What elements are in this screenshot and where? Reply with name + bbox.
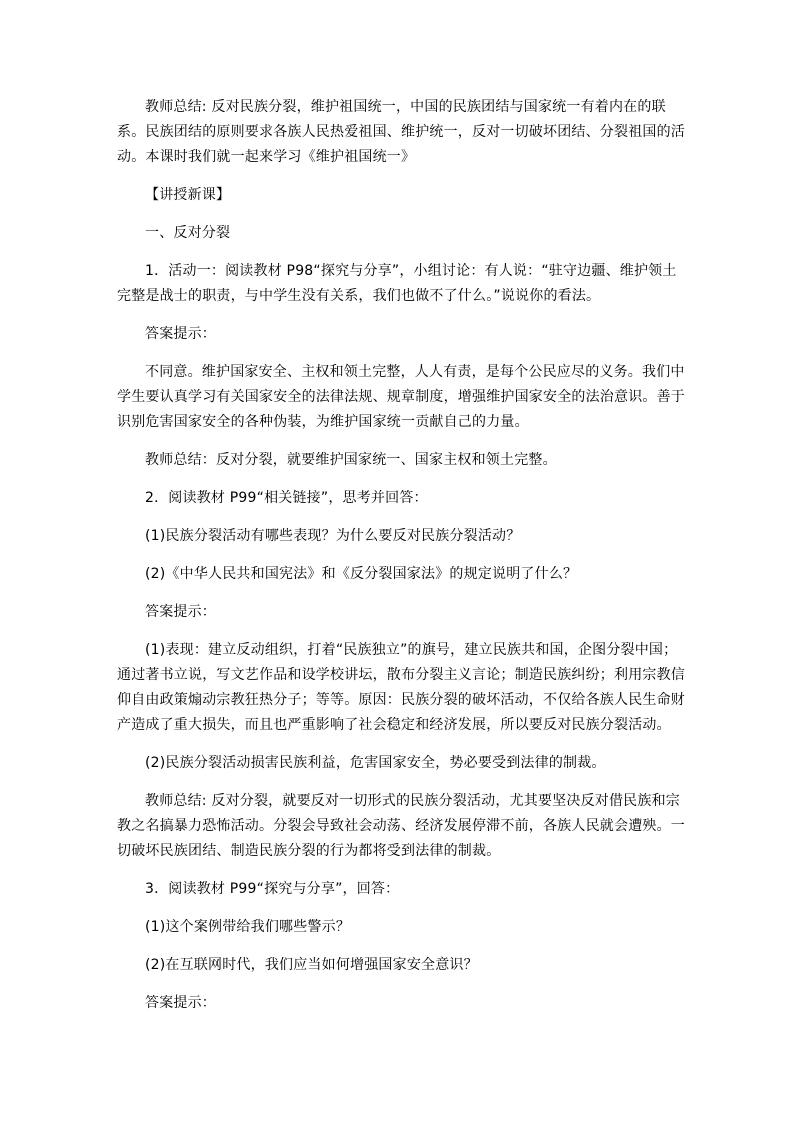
answer-hint-label: 答案提示： — [145, 995, 216, 1011]
document-body — [117, 95, 687, 1016]
teacher-summary: 教师总结: 反对分裂，就要反对一切形式的民族分裂活动，尤其要坚决反对借民族和宗教之名搞暴力恐怖活动。分裂会导致社会动荡、经济发展停滞不前，各族人民就会遭殃。一切破坏民族团结、制造民族分裂的行为都将受到法律的制裁。 — [117, 793, 685, 859]
answer-hint-text: (1)表现：建立反动组织，打着“民族独立”的旗号，建立民族共和国，企图分裂中国；通过著书立说，写文艺作品和设学校讲坛，散布分裂主义言论；制造民族纠纷；利用宗教信仰自由政策煽动宗教狂热分子；等等。原因：民族分裂的破坏活动，不仅给各族人民生命财产造成了重大损失，而且也严重影响了社会稳定和经济发展，所以要反对民族分裂活动。 — [117, 642, 685, 733]
question-two-prompt: 2．阅读教材 P99“相关链接”，思考并回答： — [145, 490, 428, 506]
section-label-new-lesson: 【讲授新课】 — [145, 187, 231, 203]
teacher-summary: 教师总结：反对分裂，就要维护国家统一、国家主权和领土完整。 — [145, 452, 557, 468]
question-two-sub-2: (2)《中华人民共和国宪法》和《反分裂国家法》的规定说明了什么？ — [145, 566, 578, 582]
paragraph-teacher-summary-intro: 教师总结: 反对民族分裂，维护祖国统一，中国的民族团结与国家统一有着内在的联系。民族团结的原则要求各族人民热爱祖国、维护统一，反对一切破坏团结、分裂祖国的活动。本课时我们就一起来学习《维护祖国统一》 — [117, 99, 685, 165]
question-three-sub-2: (2)在互联网时代，我们应当如何增强国家安全意识？ — [145, 957, 478, 973]
activity-one-prompt: 1．活动一：阅读教材 P98“探究与分享”，小组讨论：有人说：“驻守边疆、维护领土完整是战士的职责，与中学生没有关系，我们也做不了什么。”说说你的看法。 — [117, 263, 677, 304]
answer-hint-text: 不同意。维护国家安全、主权和领土完整，人人有责，是每个公民应尽的义务。我们中学生要认真学习有关国家安全的法律法规、规章制度，增强维护国家安全的法治意识。善于识别危害国家安全的各种伪装，为维护国家统一贡献自己的力量。 — [117, 364, 685, 430]
answer-hint-text: (2)民族分裂活动损害民族利益，危害国家安全，势必要受到法律的制裁。 — [145, 755, 606, 771]
question-two-sub-1: (1)民族分裂活动有哪些表现？为什么要反对民族分裂活动？ — [145, 528, 521, 544]
section-heading-oppose-separatism: 一、反对分裂 — [145, 225, 231, 241]
answer-hint-label: 答案提示： — [145, 604, 216, 620]
question-three-sub-1: (1)这个案例带给我们哪些警示？ — [145, 919, 351, 935]
answer-hint-label: 答案提示： — [145, 326, 216, 342]
question-three-prompt: 3．阅读教材 P99“探究与分享”，回答： — [145, 881, 400, 897]
